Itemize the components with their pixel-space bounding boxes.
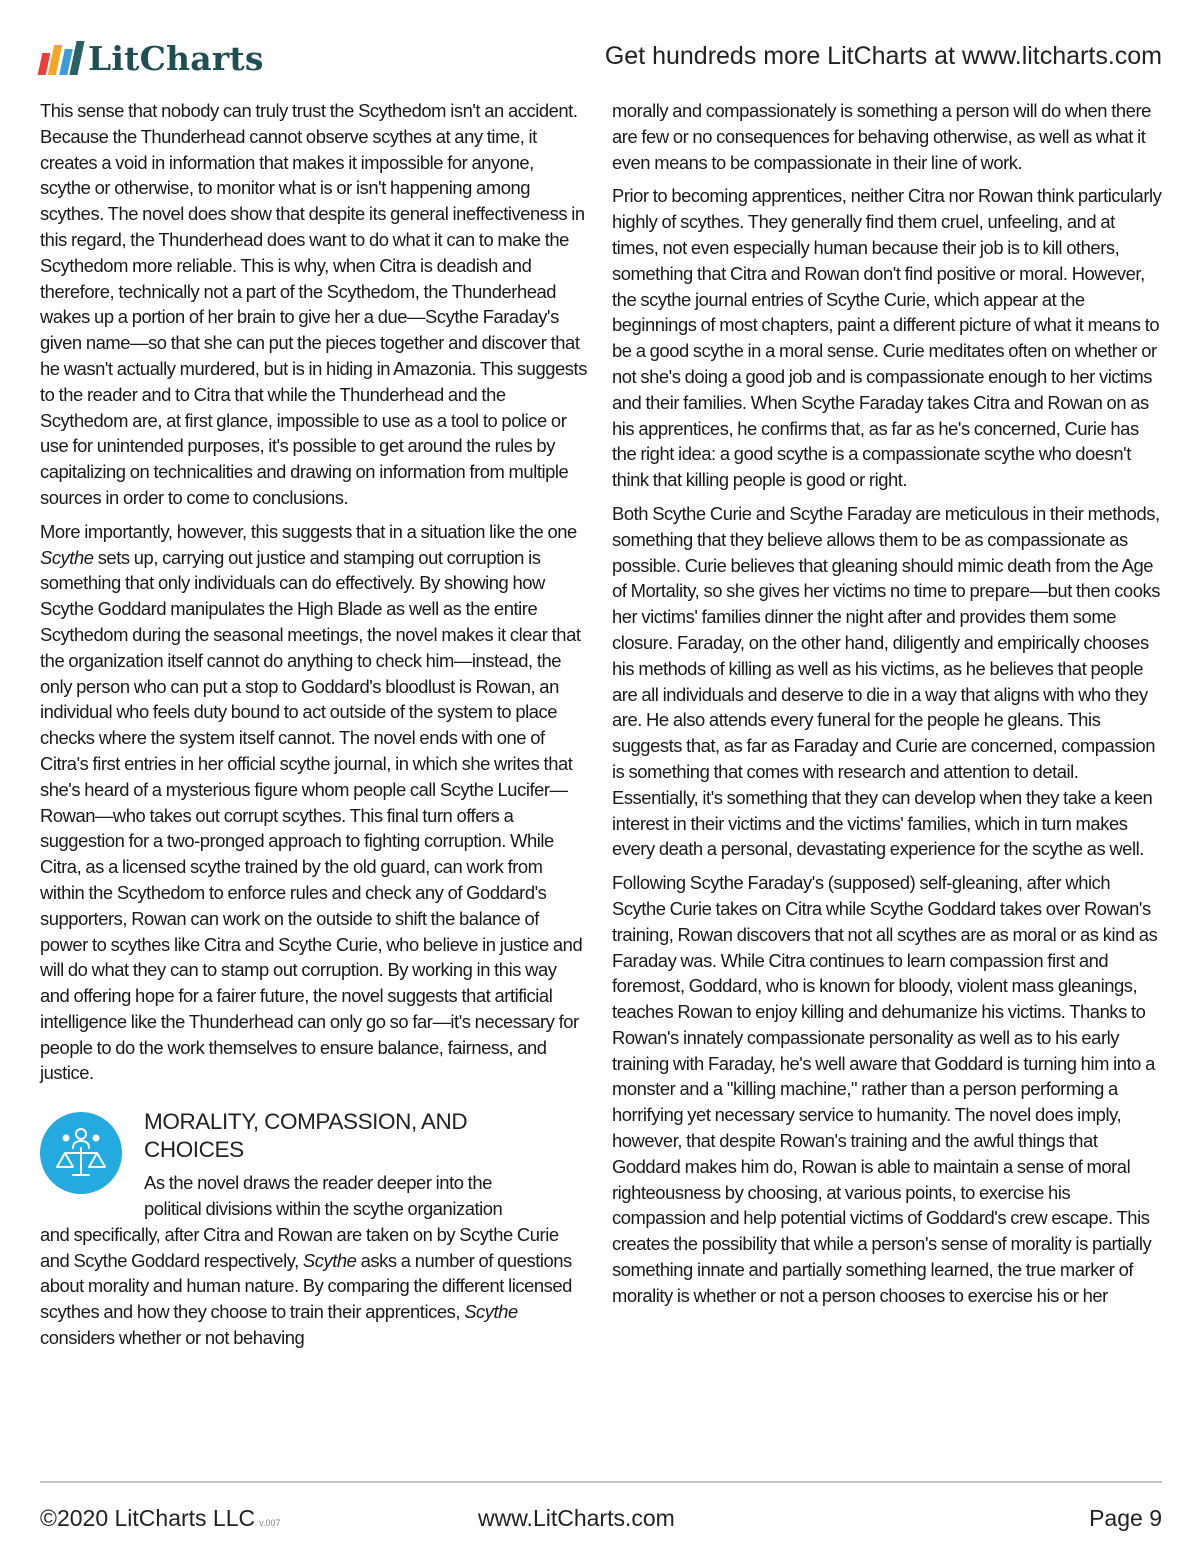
paragraph: morally and compassionately is something a person will do when there are few or no consequences for behaving otherwise, as well as what it even means to be compassionate in their line of work. [612, 100, 1151, 173]
right-column [612, 98, 1165, 1317]
header-tagline-link[interactable]: Get hundreds more LitCharts at www.litcharts.com [604, 42, 1162, 70]
paragraph: and specifically, after Citra and Rowan are taken on by Scythe Curie and Scythe Goddard respectively, Scythe asks a number of questions about morality and human nature. By comparing the different licensed scythes and how they choose to train their apprentices, Scythe considers whether or not behaving [40, 1223, 572, 1349]
version-label: v.007 [259, 1518, 281, 1528]
book-title: Scythe [464, 1301, 518, 1323]
footer-divider [40, 1481, 1162, 1483]
paragraph: This sense that nobody can truly trust the Scythedom isn't an accident. Because the Thunderhead cannot observe scythes at any time, it creates a void in information that makes it impossible for anyone, scythe or otherwise, to monitor what is or isn't happening among scythes. The novel does show that despite its general ineffectiveness in this regard, the Thunderhead does want to do what it can to make the Scythedom more reliable. This is why, when Citra is deadish and therefore, technically not a part of the Scythedom, the Thunderhead wakes up a portion of her brain to give her a due—Scythe Faraday's given name—so that she can put the pieces together and discover that he wasn't actually murdered, but is in hiding in Amazonia. This suggests to the reader and to Citra that while the Thunderhead and the Scythedom are, at first glance, impossible to use as a tool to police or use for unintended purposes, it's possible to get around the rules by capitalizing on technicalities and drawing on information from multiple sources in order to come to conclusions. [40, 100, 587, 508]
logo-bars-icon [40, 41, 81, 75]
page-number: Page 9 [1089, 1505, 1162, 1531]
page-header [40, 36, 1162, 86]
left-column [40, 98, 588, 1359]
theme-title: MORALITY, COMPASSION, AND CHOICES [144, 1109, 468, 1163]
scales-of-justice-icon [40, 1112, 122, 1194]
paragraph: More importantly, however, this suggests that in a situation like the one Scythe sets up, carrying out justice and stamping out corruption is something that only individuals can do effectively. By showing how Scythe Goddard manipulates the High Blade as well as the entire Scythedom during the seasonal meetings, the novel makes it clear that the organization itself cannot do anything to check him—instead, the only person who can put a stop to Goddard's bloodlust is Rowan, an individual who feels duty bound to act outside of the system to place checks where the system itself cannot. The novel ends with one of Citra's first entries in her official scythe journal, in which she writes that she's heard of a mysterious figure whom people call Scythe Lucifer—Rowan—who takes out corrupt scythes. This final turn offers a suggestion for a two-pronged approach to fighting corruption. While Citra, as a licensed scythe trained by the old guard, can work from within the Scythedom to enforce rules and check any of Goddard's supporters, Rowan can work on the outside to shift the balance of power to scythes like Citra and Scythe Curie, who believe in justice and will do what they can to stamp out corruption. By working in this way and offering hope for a fairer future, the novel suggests that artificial intelligence like the Thunderhead can only go so far—it's necessary for people to do the work themselves to ensure balance, fairness, and justice. [40, 520, 583, 1084]
logo-text: LitCharts [88, 38, 264, 78]
paragraph: Following Scythe Faraday's (supposed) self-gleaning, after which Scythe Curie takes on Citra while Scythe Goddard takes over Rowan's training, Rowan discovers that not all scythes are as moral or as kind as Faraday was. While Citra continues to learn compassion first and foremost, Goddard, who is known for bloody, violent mass gleanings, teaches Rowan to enjoy killing and dehumanize his victims. Thanks to Rowan's innately compassionate personality as well as to his early training with Faraday, he's well aware that Goddard is turning him into a monster and a "killing machine," rather than a person performing a horrifying yet necessary service to humanity. The novel does imply, however, that despite Rowan's training and the awful things that Goddard makes him do, Rowan is able to maintain a sense of moral righteousness by choosing, at various points, to exercise his compassion and help potential victims of Goddard's crew escape. This creates the possibility that while a person's sense of morality is partially something innate and partially something learned, the true marker of morality is whether or not a person chooses to exercise his or her [612, 872, 1158, 1306]
paragraph: Both Scythe Curie and Scythe Faraday are meticulous in their methods, something that they believe allows them to be as compassionate as possible. Curie believes that gleaning should mimic death from the Age of Mortality, so she gives her victims no time to prepare—but then cooks her victims' families dinner the night after and provides them some closure. Faraday, on the other hand, diligently and empirically chooses his methods of killing as well as his victims, as he believes that people are all individuals and deserve to die in a way that aligns with who they are. He also attends every funeral for the people he gleans. This suggests that, as far as Faraday and Curie are concerned, compassion is something that comes with research and attention to detail. Essentially, it's something that they can develop when they take a keen interest in their victims and the victims' families, which in turn makes every death a personal, devastating experience for the scythe as well. [612, 502, 1160, 860]
footer-copyright: ©2020 LitCharts LLC v.007 [40, 1505, 281, 1531]
paragraph: Prior to becoming apprentices, neither Citra nor Rowan think particularly highly of scythes. They generally find them cruel, unfeeling, and at times, not even especially human because their job is to kill others, something that Citra and Rowan don't find positive or moral. However, the scythe journal entries of Scythe Curie, which appear at the beginnings of most chapters, paint a different picture of what it means to be a good scythe in a moral sense. Curie meditates often on whether or not she's doing a good job and is compassionate enough to her victims and their families. When Scythe Faraday takes Citra and Rowan on as his apprentices, he confirms that, as far as he's concerned, Curie has the right idea: a good scythe is a compassionate scythe who doesn't think that killing people is good or right. [612, 185, 1162, 491]
theme-section [40, 1106, 588, 1351]
book-title: Scythe [40, 546, 94, 568]
theme-intro-text: As the novel draws the reader deeper into the political divisions within the scythe organization [144, 1172, 503, 1220]
footer-url-link[interactable]: www.LitCharts.com [478, 1505, 675, 1531]
litcharts-logo[interactable] [40, 38, 264, 78]
book-title: Scythe [302, 1249, 357, 1271]
